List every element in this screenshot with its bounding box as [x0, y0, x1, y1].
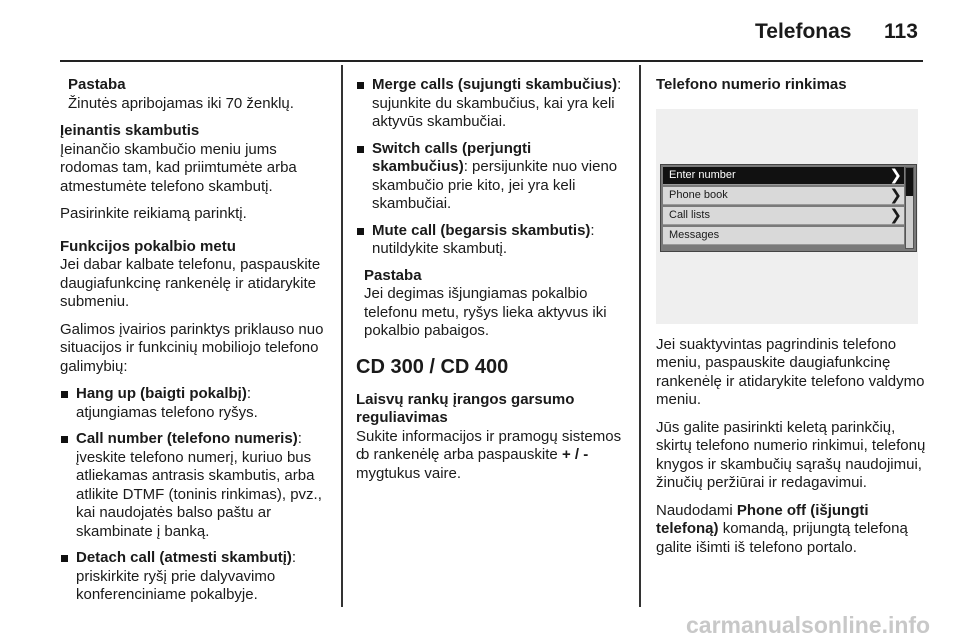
- phone-menu-figure: [656, 109, 918, 324]
- choose-option-text: Pasirinkite reikiamą parinktį.: [60, 205, 247, 222]
- page-number: 113: [884, 20, 918, 43]
- column-3: [656, 76, 926, 566]
- menu-item-enter-number[interactable]: [663, 167, 904, 185]
- volume-keys: + / -: [561, 446, 589, 463]
- menu-scrollbar-thumb[interactable]: [906, 168, 913, 196]
- list-item: Switch calls (perjungti skambučius): persijunkite nuo vieno skambučio prie kito, jei yra keli skambučiai.: [356, 140, 628, 214]
- bullet-square-icon: [61, 391, 68, 398]
- dialing-text-1: Jei suaktyvintas pagrindinis telefono meniu, paspauskite daugiafunkcinę rankenėlę ir atidarykite telefono valdymo meniu.: [656, 335, 925, 408]
- text-part: Naudodami: [656, 501, 733, 519]
- column-1: [60, 76, 332, 613]
- dialing-text-2: Jūs galite pasirinkti keletą parinkčių, skirtų telefono numerio rinkimui, telefonų knygos ir skambučių sąrašų naudojimui, žinučių peržiūrai ir redagavimui.: [656, 418, 926, 491]
- menu-item-label: Messages: [669, 228, 720, 241]
- option-text: nutildykite skambutį.: [372, 240, 508, 257]
- menu-scrollbar[interactable]: [905, 167, 914, 249]
- dialing-text-3: [656, 502, 926, 558]
- option-label: Hang up (baigti pokalbį): [76, 385, 247, 402]
- text-part: komandą, prijungtą telefoną galite išimti iš telefono portalo.: [656, 520, 908, 556]
- option-text: atjungiamas telefono ryšys.: [76, 403, 258, 421]
- chevron-right-icon: ❯: [889, 186, 902, 204]
- note-label: Pastaba: [68, 76, 126, 93]
- bullet-square-icon: [61, 555, 68, 562]
- option-text: įveskite telefono numerį, kuriuo bus atliekamas antrasis skambutis, arba atlikite DTMF (toninis rinkimas), pvz., kai naudojatės balso paštu ar skambinate į banką.: [76, 448, 322, 540]
- bullet-square-icon: [61, 436, 68, 443]
- column-divider-1: [341, 65, 343, 607]
- note-text: Jei degimas išjungiamas pokalbio telefonu metu, ryšys lieka aktyvus iki pokalbio pabaigos.: [364, 285, 607, 339]
- column-divider-2: [639, 65, 641, 607]
- during-call-heading: Funkcijos pokalbio metu: [60, 237, 236, 255]
- menu-item-phone-book[interactable]: [663, 187, 904, 205]
- list-item: Detach call (atmesti skambutį): priskirkite ryšį prie dalyvavimo konferenciniame pokalbyje.: [60, 549, 332, 605]
- section-title: CD 300 / CD 400: [356, 355, 509, 378]
- volume-text-part: rankenėlę arba paspauskite: [373, 446, 558, 463]
- incoming-call-heading: Įeinantis skambutis: [60, 122, 200, 139]
- option-label: Mute call (begarsis skambutis): [372, 221, 591, 239]
- list-item: Hang up (baigti pokalbį): atjungiamas telefono ryšys.: [60, 385, 332, 422]
- option-text: priskirkite ryšį prie dalyvavimo konferenciniame pokalbyje.: [76, 567, 276, 603]
- bullet-square-icon: [357, 146, 364, 153]
- option-label: Call number (telefono numeris): [76, 430, 298, 447]
- phone-menu-screen: [660, 164, 917, 252]
- option-text: persijunkite nuo vieno skambučio prie kito, jei yra keli skambučiai.: [372, 158, 618, 212]
- list-item: Merge calls (sujungti skambučius): sujunkite du skambučius, kai yra keli aktyvūs skambučiai.: [356, 76, 628, 132]
- menu-item-label: Phone book: [669, 188, 728, 201]
- list-item: Call number (telefono numeris): įveskite telefono numerį, kuriuo bus atliekamas antrasis skambutis, arba atlikite DTMF (toninis rinkimas), pvz., kai naudojatės balso paštu ar skambinate į banką.: [60, 430, 332, 541]
- chevron-right-icon: ❯: [889, 166, 902, 184]
- note-text: Žinutės apribojamas iki 70 ženklų.: [68, 94, 294, 112]
- call-options-list-2: [356, 76, 628, 259]
- watermark: carmanualsonline.info: [686, 612, 931, 638]
- phone-off-command: Phone off (išjungti telefoną): [656, 501, 869, 537]
- volume-subheading: Laisvų rankų įrangos garsumo reguliavimas: [356, 390, 575, 426]
- column-2: [356, 76, 628, 492]
- header-divider: [60, 60, 923, 62]
- chevron-right-icon: ❯: [889, 206, 902, 224]
- volume-text-part: Sukite informacijos ir pramogų sistemos: [356, 427, 622, 445]
- option-label: Switch calls (perjungti skambučius): [372, 139, 532, 175]
- options-intro-text: Galimos įvairios parinktys priklauso nuo situacijos ir funkcinių mobiliojo telefono galimybių:: [60, 320, 324, 375]
- call-options-list-1: [60, 385, 332, 605]
- option-text: sujunkite du skambučius, kai yra keli aktyvūs skambučiai.: [372, 94, 615, 130]
- menu-item-messages[interactable]: [663, 227, 904, 245]
- bullet-square-icon: [357, 82, 364, 89]
- volume-text-part: mygtukus vaire.: [356, 464, 462, 482]
- option-label: Merge calls (sujungti skambučius): [372, 76, 618, 93]
- menu-item-label: Call lists: [669, 208, 710, 221]
- volume-knob-icon: ȸ: [356, 446, 370, 463]
- during-call-text: Jei dabar kalbate telefonu, paspauskite daugiafunkcinę rankenėlę ir atidarykite submeniu.: [60, 256, 321, 310]
- dialing-heading: Telefono numerio rinkimas: [656, 76, 847, 93]
- menu-item-label: Enter number: [669, 168, 736, 181]
- menu-item-call-lists[interactable]: [663, 207, 904, 225]
- page-header-title: Telefonas: [755, 20, 852, 43]
- incoming-call-text: Įeinančio skambučio meniu jums rodomas tam, kad priimtumėte arba atmestumėte telefono skambutį.: [60, 140, 297, 195]
- note-block-2: [364, 267, 628, 341]
- bullet-square-icon: [357, 228, 364, 235]
- note-block-1: [68, 76, 332, 113]
- option-label: Detach call (atmesti skambutį): [76, 549, 292, 566]
- list-item: Mute call (begarsis skambutis): nutildykite skambutį.: [356, 222, 628, 259]
- note-label: Pastaba: [364, 266, 422, 284]
- volume-text: [356, 428, 628, 484]
